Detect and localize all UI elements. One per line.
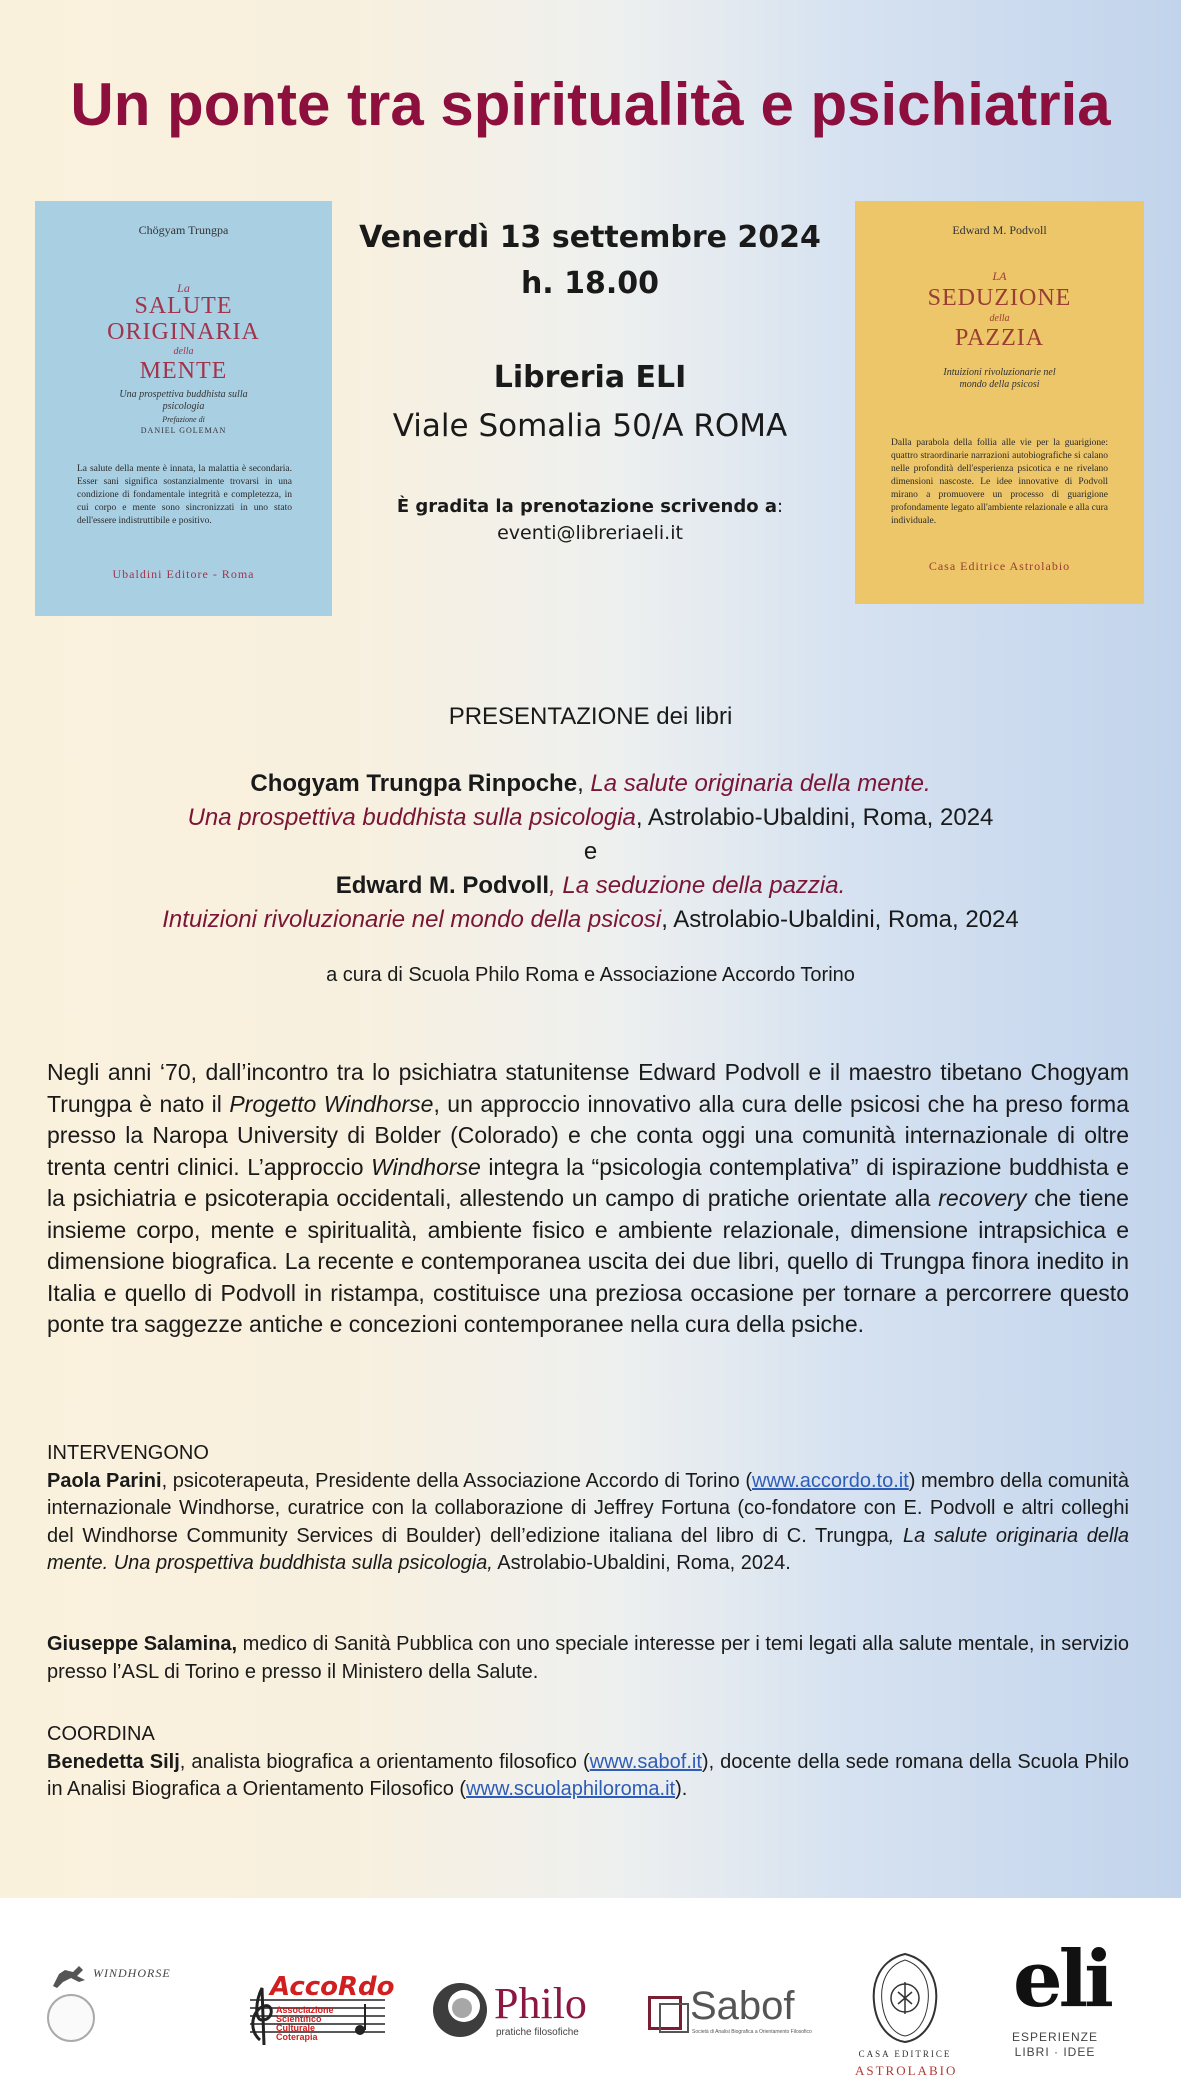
- text-segment: , analista biografica a orientamento filosofico (: [179, 1750, 590, 1773]
- book-title-article: LA: [992, 269, 1007, 283]
- text-segment: integra la “psicologia contemplativa” di ispirazione buddhista e la psichiatria e psicoterapia occidentali, allestendo un campo di pratiche orientate alla: [47, 1153, 1129, 1211]
- speaker-2: [47, 1631, 1129, 1686]
- book1-title: La salute originaria della mente.: [590, 770, 931, 797]
- accordo-sub-line: Culturale: [276, 2023, 316, 2033]
- curated-by: a cura di Scuola Philo Roma e Associazione Accordo Torino: [326, 964, 855, 986]
- eli-label: eli: [1013, 1934, 1110, 2025]
- speaker-2-name: Giuseppe Salamina,: [47, 1633, 238, 1655]
- italic-segment: , La salute originaria della mente. Una prospettiva buddhista sulla psicologia,: [47, 1524, 1130, 1574]
- book2-line-1: Edward M. Podvoll, La seduzione della pazzia.: [335, 872, 846, 899]
- book1-line-1: Chogyam Trungpa Rinpoche, La salute originaria della mente.: [250, 770, 931, 797]
- book1-author: Chogyam Trungpa Rinpoche: [250, 770, 578, 797]
- windhorse-label: WINDHORSE: [93, 1966, 171, 1980]
- book-title-line: SEDUZIONE: [927, 285, 1072, 311]
- philo-logo: [432, 1979, 602, 2042]
- description-paragraph: [47, 1057, 1129, 1341]
- link-sabof[interactable]: www.sabof.it: [589, 1750, 702, 1773]
- presentation-heading: PRESENTAZIONE dei libri: [448, 703, 733, 730]
- sabof-label: Sabof: [690, 1984, 795, 2028]
- moderator-heading: COORDINA: [47, 1723, 155, 1745]
- book-title-line: MENTE: [139, 358, 228, 384]
- event-venue: Libreria ELI: [493, 360, 687, 395]
- book-preface-label: Prefazione di: [162, 415, 205, 424]
- windhorse-logo: [45, 1960, 175, 2040]
- circle-icon: [47, 1994, 95, 2042]
- book-title-line: ORIGINARIA: [107, 319, 260, 345]
- book1-publisher: , Astrolabio-Ubaldini, Roma, 2024: [635, 804, 994, 831]
- event-time: h. 18.00: [520, 266, 660, 301]
- italic-segment: Windhorse: [371, 1153, 481, 1180]
- book-publisher: Casa Editrice Astrolabio: [928, 559, 1071, 573]
- square-icon: [659, 2003, 689, 2033]
- moderator-name: Benedetta Silj: [47, 1750, 180, 1773]
- text-segment: medico di Sanità Pubblica con uno speciale interesse per i temi legati alla salute mentale, in servizio presso l’ASL di Torino e presso il Ministero della Salute.: [47, 1633, 1129, 1683]
- presentation-books: [0, 767, 1181, 937]
- link-scuolaphiloroma[interactable]: www.scuolaphiloroma.it: [466, 1778, 676, 1800]
- book-title-article: La: [177, 281, 190, 295]
- italic-segment: Progetto Windhorse: [229, 1090, 434, 1117]
- booking-text: È gradita la prenotazione scrivendo a: [396, 496, 778, 517]
- accordo-label: AccoRdo: [270, 1972, 395, 2002]
- philo-label: Philo: [494, 1979, 587, 2028]
- booking-note: [340, 494, 840, 520]
- text-segment: ) membro della comunità internazionale Windhorse, curatrice con la collaborazione di Jeffrey Fortuna (co-fondatore con E. Podvoll e altri colleghi del Windhorse Community Services di Boulder) dell’edizione italiana del libro di C. Trungpa: [47, 1469, 1130, 1547]
- speakers-heading: INTERVENGONO: [47, 1442, 209, 1464]
- italic-segment: recovery: [938, 1185, 1027, 1211]
- astrolabio-label: ASTROLABIO: [855, 2063, 958, 2078]
- book2-subtitle: Intuizioni rivoluzionarie nel mondo della psicosi: [162, 906, 662, 933]
- and-separator: e: [583, 838, 598, 865]
- philo-sub: pratiche filosofiche: [496, 2027, 579, 2038]
- accordo-sub-line: Associazione: [276, 2005, 334, 2015]
- book1-line-2: [0, 801, 1181, 835]
- book-subtitle: Intuizioni rivoluzionarie nel mondo della psicosi: [943, 367, 1056, 390]
- book2-publisher: , Astrolabio-Ubaldini, Roma, 2024: [661, 906, 1019, 933]
- philo-circle-icon: [432, 1982, 488, 2038]
- book-blurb: La salute della mente è innata, la malattia è secondaria. Esser sani significa sostanzialmente trovarsi in una condizione di fondamentale integrità e completezza, in cui corpo e mente sono sincronizzati in uno stato dell'essere indistruttibile e positivo.: [77, 464, 292, 526]
- event-date: Venerdì 13 settembre 2024: [359, 220, 821, 255]
- booking-email[interactable]: eventi@libreriaeli.it: [497, 522, 683, 544]
- book-subtitle: Una prospettiva buddhista sulla psicologia: [119, 389, 248, 412]
- text-segment: che tiene insieme corpo, mente e spiritualità, ambiente fisico e ambiente relazionale, dimensione intrapsichica e dimensione biografica. La recente e contemporanea uscita dei due libri, quello di Trungpa finora inedito in Italia e quello di Podvoll in ristampa, costituisce una preziosa occasione per tornare a percorrere questo ponte tra saggezze antiche e concezioni contemporanee nella cura della psiche.: [47, 1185, 1129, 1337]
- booking-colon: :: [777, 496, 784, 517]
- book-title-line: SALUTE: [134, 293, 233, 319]
- event-info: [340, 215, 840, 546]
- text-segment: , un approccio innovativo alla cura delle psicosi che ha preso forma presso la Naropa University di Bolder (Colorado) e che conta oggi una comunità internazionale di oltre trenta centri clinici. L’approccio: [47, 1090, 1129, 1180]
- book-cover-salute-originaria: [35, 201, 332, 616]
- speaker-1-name: Paola Parini: [47, 1469, 162, 1492]
- book-cover-seduzione-pazzia: [855, 201, 1144, 604]
- book-title-della: della: [989, 313, 1010, 324]
- text-segment: ).: [675, 1778, 688, 1800]
- book2-author: Edward M. Podvoll: [335, 872, 550, 899]
- book2-line-2: [0, 903, 1181, 937]
- astrolabio-sub: CASA EDITRICE: [858, 2049, 952, 2059]
- link-accordo[interactable]: www.accordo.to.it: [752, 1469, 909, 1492]
- speakers-section: [47, 1440, 1129, 1578]
- astrolabio-logo: [855, 1952, 958, 2080]
- eli-sub: LIBRI · IDEE: [1014, 2045, 1096, 2059]
- book-preface-author: DANIEL GOLEMAN: [140, 426, 227, 435]
- book2-title: La seduzione della pazzia.: [562, 872, 846, 899]
- moderator-section: [47, 1721, 1129, 1804]
- book-author: Edward M. Podvoll: [952, 223, 1047, 237]
- sabof-logo: [648, 1984, 813, 2040]
- text-segment: Negli anni ‘70, dall’incontro tra lo psichiatra statunitense Edward Podvoll e il maestro tibetano Chogyam Trungpa è nato il: [47, 1059, 1129, 1117]
- book-title-line: PAZZIA: [954, 325, 1045, 351]
- book1-subtitle: Una prospettiva buddhista sulla psicologia: [187, 804, 636, 831]
- sabof-sub: Società di Analisi Biografica a Orientamento Filosofico: [692, 2029, 812, 2035]
- accordo-sub-line: Scientifico: [276, 2014, 322, 2024]
- accordo-logo: [240, 1970, 395, 2050]
- book-publisher: Ubaldini Editore - Roma: [112, 567, 255, 581]
- astrolabe-emblem-icon: [870, 1952, 940, 2044]
- text-segment: Astrolabio-Ubaldini, Roma, 2024.: [492, 1552, 791, 1574]
- event-address: Viale Somalia 50/A ROMA: [392, 408, 788, 444]
- horse-icon: [49, 1960, 99, 1992]
- text-segment: ), docente della sede romana della Scuola Philo in Analisi Biografica a Orientamento Filosofico (: [47, 1750, 1129, 1800]
- eli-logo: [1005, 1934, 1120, 2062]
- eli-sub: ESPERIENZE: [1011, 2030, 1099, 2044]
- page-title: Un ponte tra spiritualità e psichiatria: [70, 71, 1111, 138]
- book-title-della: della: [173, 346, 194, 357]
- text-segment: , psicoterapeuta, Presidente della Associazione Accordo di Torino (: [161, 1469, 753, 1492]
- book-blurb: Dalla parabola della follia alle vie per la guarigione: quattro straordinarie narrazioni autobiografiche si calano nelle profondità dell'esperienza psicotica e ne rivelano dimensioni nascoste. Le idee innovative di Podvoll mirano a promuovere un processo di guarigione profondamente legato all'ambiente relazionale e alla cura individuale.: [891, 438, 1108, 526]
- accordo-sub-line: Coterapia: [276, 2032, 318, 2042]
- accordo-sub: [276, 2006, 334, 2042]
- book-author: Chögyam Trungpa: [138, 223, 229, 237]
